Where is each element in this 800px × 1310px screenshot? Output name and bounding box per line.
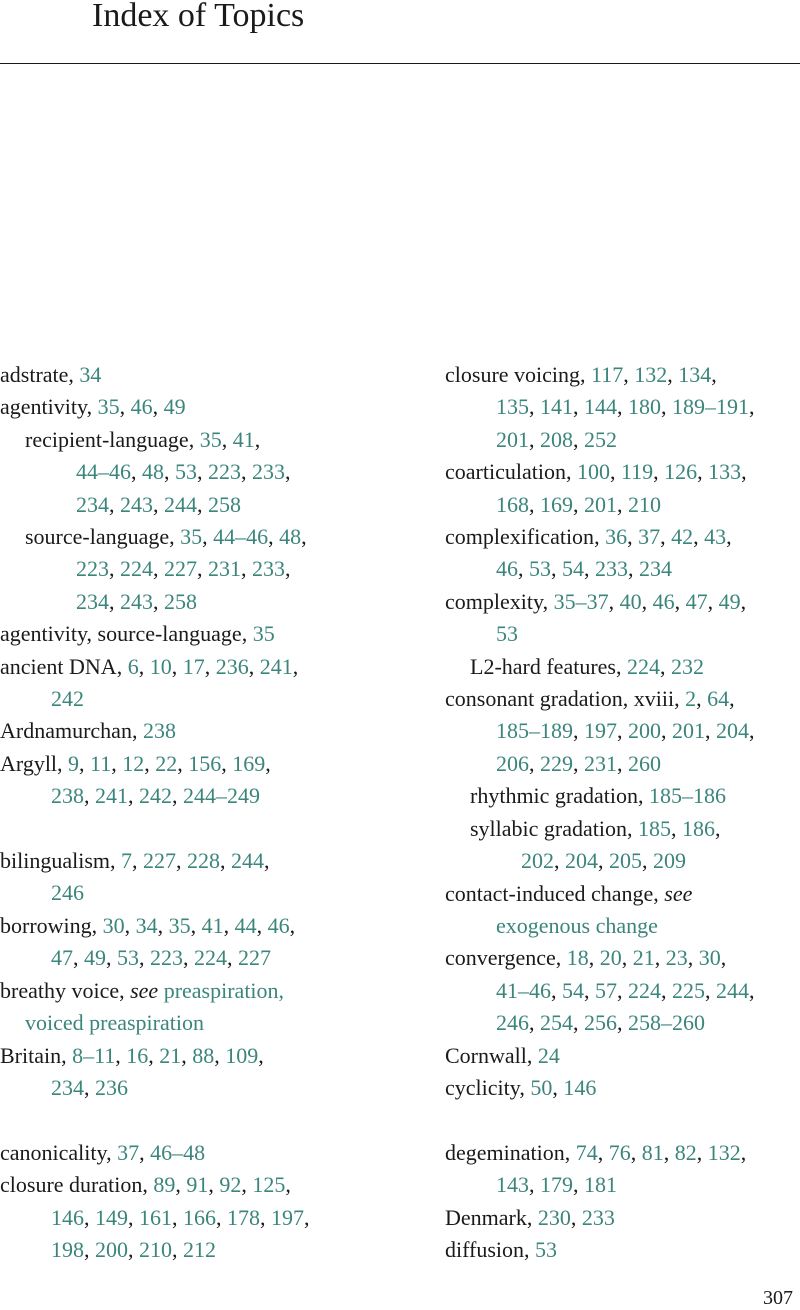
index-entry-complexification: complexification, 36, 37, 42, 43, 46, 53, 54, 233, 234: [445, 524, 732, 582]
page-link[interactable]: 244–249: [183, 783, 260, 809]
index-entry-argyll: Argyll, 9, 11, 12, 22, 156, 169, 238, 241, 242, 244–249: [0, 750, 271, 809]
page-link[interactable]: 231: [584, 750, 617, 776]
page-link[interactable]: 53: [117, 945, 139, 971]
page-link[interactable]: 36: [605, 524, 628, 550]
index-term: closure voicing: [445, 362, 581, 387]
page-link[interactable]: 49: [84, 945, 106, 971]
page-link[interactable]: 232: [670, 653, 704, 679]
index-term: syllabic gradation: [470, 815, 628, 841]
page-link[interactable]: 119: [620, 459, 654, 485]
page-link[interactable]: 125: [252, 1172, 286, 1198]
page-link[interactable]: 229: [540, 750, 573, 776]
page-link[interactable]: 204: [716, 718, 749, 744]
page-link[interactable]: 212: [183, 1236, 216, 1262]
index-entry-cyclicity: cyclicity, 50, 146: [445, 1074, 597, 1100]
page-link[interactable]: 35: [168, 912, 191, 938]
page-link[interactable]: 46–48: [150, 1139, 206, 1165]
index-term: L2-hard features: [470, 653, 616, 679]
page-link[interactable]: 47: [51, 945, 73, 971]
page-link[interactable]: 242: [51, 686, 84, 712]
page-link[interactable]: 169: [232, 750, 266, 776]
page-link[interactable]: 210: [628, 491, 661, 517]
page-link[interactable]: 11: [90, 750, 112, 776]
page-link[interactable]: 180: [628, 394, 661, 420]
page-link[interactable]: 76: [608, 1139, 631, 1165]
page-link[interactable]: 185–189: [496, 718, 573, 744]
page-link[interactable]: 143: [496, 1172, 529, 1198]
page-link[interactable]: 12: [122, 750, 145, 776]
page-link[interactable]: 178: [227, 1204, 260, 1230]
page-link[interactable]: 186: [682, 815, 716, 841]
page-link[interactable]: 34: [135, 912, 158, 938]
index-term: coarticulation: [445, 459, 566, 485]
page-link[interactable]: 146: [51, 1204, 84, 1230]
index-entry-borrowing: borrowing, 30, 34, 35, 41, 44, 46, 47, 49, 53, 223, 224, 227: [0, 912, 296, 971]
page-link[interactable]: 260: [628, 750, 661, 776]
index-term: agentivity, source-language: [0, 621, 242, 647]
page-link[interactable]: 48: [279, 524, 302, 550]
page-link[interactable]: 258–260: [628, 1010, 705, 1036]
page-link[interactable]: 10: [149, 653, 172, 679]
cross-reference-link[interactable]: voiced preaspiration: [25, 1010, 204, 1036]
page-link[interactable]: 92: [219, 1172, 242, 1198]
index-term: ancient DNA: [0, 653, 117, 679]
index-subentry-recipient-language: recipient-language, 35, 41, 44–46, 48, 53, 223, 233, 234, 243, 244, 258: [25, 426, 291, 517]
index-term: cyclicity: [445, 1074, 520, 1100]
index-column-right: [445, 359, 797, 1266]
page-link[interactable]: 241: [95, 783, 128, 809]
page-link[interactable]: 53: [529, 556, 551, 582]
page-link[interactable]: 42: [671, 524, 694, 550]
page-link[interactable]: 256: [584, 1010, 617, 1036]
page-link[interactable]: 49: [163, 394, 186, 420]
page-link[interactable]: 149: [95, 1204, 128, 1230]
index-term: borrowing: [0, 912, 92, 938]
page-link[interactable]: 224: [628, 977, 661, 1003]
index-subentry-syllabic-gradation: syllabic gradation, 185, 186, 202, 204, 205, 209: [470, 815, 721, 874]
index-term: rhythmic gradation: [470, 783, 639, 809]
page-link[interactable]: 224: [626, 653, 660, 679]
page-link[interactable]: 242: [139, 783, 172, 809]
page-link[interactable]: 35–37: [553, 588, 609, 614]
page-link[interactable]: 169: [540, 491, 573, 517]
page-link[interactable]: 54: [562, 556, 584, 582]
page-link[interactable]: 234: [51, 1074, 84, 1100]
page-link[interactable]: 46: [652, 588, 675, 614]
index-column-left: [0, 359, 385, 1266]
page-link[interactable]: 223: [208, 459, 241, 485]
index-term: complexity: [445, 588, 543, 614]
page-link[interactable]: 30: [698, 945, 721, 971]
page-link[interactable]: 109: [225, 1042, 259, 1068]
page-link[interactable]: 35: [199, 426, 222, 452]
index-entry-cornwall: Cornwall, 24: [445, 1042, 560, 1068]
index-entry-complexity: complexity, 35–37, 40, 46, 47, 49, 53: [445, 588, 747, 647]
page-link[interactable]: 224: [120, 556, 153, 582]
index-term: Cornwall: [445, 1042, 527, 1068]
header-rule: [0, 63, 800, 64]
page-link[interactable]: 156: [188, 750, 222, 776]
page-link[interactable]: 201: [672, 718, 705, 744]
page-link[interactable]: 53: [535, 1236, 558, 1262]
index-term: breathy voice: [0, 977, 120, 1003]
page-link[interactable]: 236: [215, 653, 249, 679]
index-term: recipient-language: [25, 426, 189, 452]
page-link[interactable]: 53: [175, 459, 197, 485]
index-term: Argyll: [0, 750, 58, 776]
page-link[interactable]: 223: [76, 556, 109, 582]
page-link[interactable]: 9: [68, 750, 80, 776]
page-link[interactable]: 2: [685, 686, 697, 712]
page-link[interactable]: 179: [540, 1172, 573, 1198]
index-entry-contact-induced-change: contact-induced change, see exogenous change: [445, 880, 693, 938]
index-entry-agentivity-source-language: agentivity, source-language, 35: [0, 621, 275, 647]
page-link[interactable]: 18: [566, 945, 589, 971]
page-link[interactable]: 44–46: [76, 459, 131, 485]
index-entry-closure-voicing: closure voicing, 117, 132, 134, 135, 141, 144, 180, 189–191, 201, 208, 252: [445, 362, 755, 452]
index-entry-ancient-dna: ancient DNA, 6, 10, 17, 236, 241, 242: [0, 653, 299, 712]
page-link[interactable]: 197: [584, 718, 617, 744]
page-link[interactable]: 16: [126, 1042, 149, 1068]
page-link[interactable]: 30: [102, 912, 125, 938]
index-entry-agentivity: agentivity, 35, 46, 49: [0, 394, 186, 420]
page-link[interactable]: 23: [665, 945, 688, 971]
page-link[interactable]: 166: [183, 1204, 216, 1230]
page-link[interactable]: 227: [164, 556, 197, 582]
page-link[interactable]: 243: [120, 491, 153, 517]
page-link[interactable]: 181: [584, 1172, 617, 1198]
page-link[interactable]: 198: [51, 1236, 84, 1262]
index-entry-adstrate: adstrate, 34: [0, 362, 102, 387]
index-entry-degemination: degemination, 74, 76, 81, 82, 132, 143, 179, 181: [445, 1139, 747, 1198]
page-link[interactable]: 35: [97, 394, 120, 420]
page-link[interactable]: 161: [139, 1204, 172, 1230]
page-link[interactable]: 233: [581, 1204, 615, 1230]
page-link[interactable]: 43: [704, 524, 727, 550]
page-link[interactable]: 233: [252, 556, 285, 582]
page-link[interactable]: 227: [238, 945, 271, 971]
page-link[interactable]: 189–191: [672, 394, 749, 420]
roman-page-reference: xviii: [633, 686, 675, 712]
page-number: 307: [763, 1287, 793, 1309]
page-link[interactable]: 197: [271, 1204, 304, 1230]
index-term: convergence: [445, 945, 556, 971]
page-link[interactable]: 238: [51, 783, 84, 809]
page-link[interactable]: 46: [267, 912, 290, 938]
index-term: adstrate: [0, 362, 69, 387]
page-link[interactable]: 234: [76, 588, 109, 614]
page-link[interactable]: 244: [716, 977, 749, 1003]
page-link[interactable]: 46: [496, 556, 518, 582]
page-link[interactable]: 41: [201, 912, 224, 938]
page-link[interactable]: 40: [619, 588, 642, 614]
index-entry-denmark: Denmark, 230, 233: [445, 1204, 615, 1230]
page-link[interactable]: 7: [121, 848, 132, 874]
page-link[interactable]: 21: [159, 1042, 182, 1068]
index-entry-breathy-voice: breathy voice, see preaspiration, voiced preaspiration: [0, 977, 285, 1036]
page-link[interactable]: 231: [208, 556, 241, 582]
page-link[interactable]: 230: [537, 1204, 571, 1230]
page-link[interactable]: 57: [595, 977, 617, 1003]
index-entry-convergence: convergence, 18, 20, 21, 23, 30, 41–46, 54, 57, 224, 225, 244, 246, 254, 256, 258–260: [445, 945, 755, 1036]
page-link[interactable]: 50: [530, 1074, 553, 1100]
page-link[interactable]: 234: [76, 491, 109, 517]
index-entry-canonicality: canonicality, 37, 46–48: [0, 1139, 206, 1165]
index-term: source-language: [25, 524, 170, 550]
page-link[interactable]: 35: [252, 621, 275, 647]
page-link[interactable]: 258: [164, 588, 197, 614]
page-link[interactable]: 244: [231, 848, 264, 874]
page-link[interactable]: 205: [609, 848, 642, 874]
page-link[interactable]: 35: [180, 524, 203, 550]
page-link[interactable]: 47: [685, 588, 708, 614]
page-link[interactable]: 132: [634, 362, 668, 387]
index-entry-closure-duration: closure duration, 89, 91, 92, 125, 146, 149, 161, 166, 178, 197, 198, 200, 210, 212: [0, 1172, 310, 1262]
index-term: bilingualism: [0, 848, 110, 874]
page-link[interactable]: 227: [143, 848, 176, 874]
page-title: Index of Topics: [92, 0, 305, 34]
page-link[interactable]: 168: [496, 491, 529, 517]
page-link[interactable]: 24: [537, 1042, 560, 1068]
page-link[interactable]: 46: [130, 394, 153, 420]
page-link[interactable]: 246: [51, 880, 84, 906]
page-link[interactable]: 252: [584, 426, 617, 452]
page-link[interactable]: 236: [95, 1074, 128, 1100]
page-link[interactable]: 37: [117, 1139, 140, 1165]
page-link[interactable]: 201: [584, 491, 617, 517]
page-link[interactable]: 201: [496, 426, 529, 452]
page-link[interactable]: 185: [638, 815, 672, 841]
page-link[interactable]: 200: [95, 1236, 128, 1262]
page-link[interactable]: 135: [496, 394, 529, 420]
page-link[interactable]: 233: [595, 556, 628, 582]
page-link[interactable]: 202: [521, 848, 554, 874]
page-link[interactable]: 254: [540, 1010, 573, 1036]
index-entry-bilingualism: bilingualism, 7, 227, 228, 244, 246: [0, 848, 270, 906]
page-link[interactable]: 49: [718, 588, 741, 614]
cross-reference-link[interactable]: exogenous change: [496, 912, 658, 938]
page-link[interactable]: 53: [496, 621, 518, 647]
see-reference: see: [130, 977, 159, 1003]
index-entry-coarticulation: coarticulation, 100, 119, 126, 133, 168, 169, 201, 210: [445, 459, 747, 517]
page-link[interactable]: 81: [641, 1139, 664, 1165]
page-link[interactable]: 204: [565, 848, 598, 874]
page-link[interactable]: 91: [186, 1172, 209, 1198]
page-link[interactable]: 6: [127, 653, 139, 679]
index-term: contact-induced change: [445, 880, 654, 906]
page-link[interactable]: 246: [496, 1010, 529, 1036]
page-link[interactable]: 209: [653, 848, 686, 874]
page-link[interactable]: 48: [142, 459, 164, 485]
index-term: Britain: [0, 1042, 62, 1068]
page-link[interactable]: 117: [591, 362, 624, 387]
page-link[interactable]: 22: [155, 750, 178, 776]
page-link[interactable]: 133: [708, 459, 742, 485]
page-link[interactable]: 241: [259, 653, 293, 679]
page-link[interactable]: 132: [707, 1139, 741, 1165]
index-term: Ardnamurchan: [0, 718, 132, 744]
page-link[interactable]: 206: [496, 750, 529, 776]
page-link[interactable]: 244: [164, 491, 197, 517]
page-link[interactable]: 224: [194, 945, 227, 971]
cross-reference-link[interactable]: preaspiration,: [163, 977, 285, 1003]
index-term: complexification: [445, 524, 595, 550]
index-entry-diffusion: diffusion, 53: [445, 1236, 558, 1262]
page-link[interactable]: 233: [252, 459, 285, 485]
page-link[interactable]: 146: [563, 1074, 597, 1100]
page-link[interactable]: 34: [79, 362, 102, 387]
index-term: closure duration: [0, 1172, 143, 1198]
page-link[interactable]: 37: [638, 524, 661, 550]
page-link[interactable]: 185–186: [649, 783, 727, 809]
index-term: degemination: [445, 1139, 565, 1165]
page-link[interactable]: 82: [674, 1139, 697, 1165]
page-link[interactable]: 134: [678, 362, 712, 387]
page-link[interactable]: 64: [707, 686, 730, 712]
index-subentry-source-language: source-language, 35, 44–46, 48, 223, 224, 227, 231, 233, 234, 243, 258: [25, 524, 307, 614]
page-link[interactable]: 17: [182, 653, 205, 679]
page-link[interactable]: 41–46: [496, 977, 551, 1003]
index-term: diffusion: [445, 1236, 525, 1262]
page-link[interactable]: 208: [540, 426, 573, 452]
page-link[interactable]: 258: [208, 491, 241, 517]
page-link[interactable]: 89: [153, 1172, 176, 1198]
page-link[interactable]: 100: [576, 459, 610, 485]
index-subentry-l2-hard-features: L2-hard features, 224, 232: [470, 653, 704, 679]
see-reference: see: [664, 880, 693, 906]
page-link[interactable]: 88: [192, 1042, 215, 1068]
index-term: canonicality: [0, 1139, 107, 1165]
index-term: consonant gradation: [445, 686, 623, 712]
index-term: Denmark: [445, 1204, 527, 1230]
page-link[interactable]: 126: [664, 459, 698, 485]
page-link[interactable]: 41: [232, 426, 255, 452]
page-link[interactable]: 228: [187, 848, 220, 874]
page-link[interactable]: 223: [150, 945, 183, 971]
page-link[interactable]: 225: [672, 977, 705, 1003]
page-link[interactable]: 210: [139, 1236, 172, 1262]
page-link[interactable]: 141: [540, 394, 573, 420]
page-link[interactable]: 200: [628, 718, 661, 744]
page-link[interactable]: 8–11: [72, 1042, 116, 1068]
page-link[interactable]: 74: [575, 1139, 598, 1165]
index-entry-consonant-gradation: consonant gradation, xviii, 2, 64, 185–189, 197, 200, 201, 204, 206, 229, 231, 260: [445, 686, 755, 776]
page-link[interactable]: 238: [142, 718, 176, 744]
index-entry-britain: Britain, 8–11, 16, 21, 88, 109, 234, 236: [0, 1042, 264, 1100]
index-subentry-rhythmic-gradation: rhythmic gradation, 185–186: [470, 783, 727, 809]
page-link[interactable]: 44–46: [213, 524, 269, 550]
page-link[interactable]: 234: [639, 556, 672, 582]
page-link[interactable]: 243: [120, 588, 153, 614]
page-link[interactable]: 144: [584, 394, 617, 420]
page-link[interactable]: 44: [234, 912, 257, 938]
page-link[interactable]: 54: [562, 977, 584, 1003]
index-entry-ardnamurchan: Ardnamurchan, 238: [0, 718, 176, 744]
page-link[interactable]: 20: [599, 945, 622, 971]
index-term: agentivity: [0, 394, 87, 420]
page-link[interactable]: 21: [632, 945, 655, 971]
